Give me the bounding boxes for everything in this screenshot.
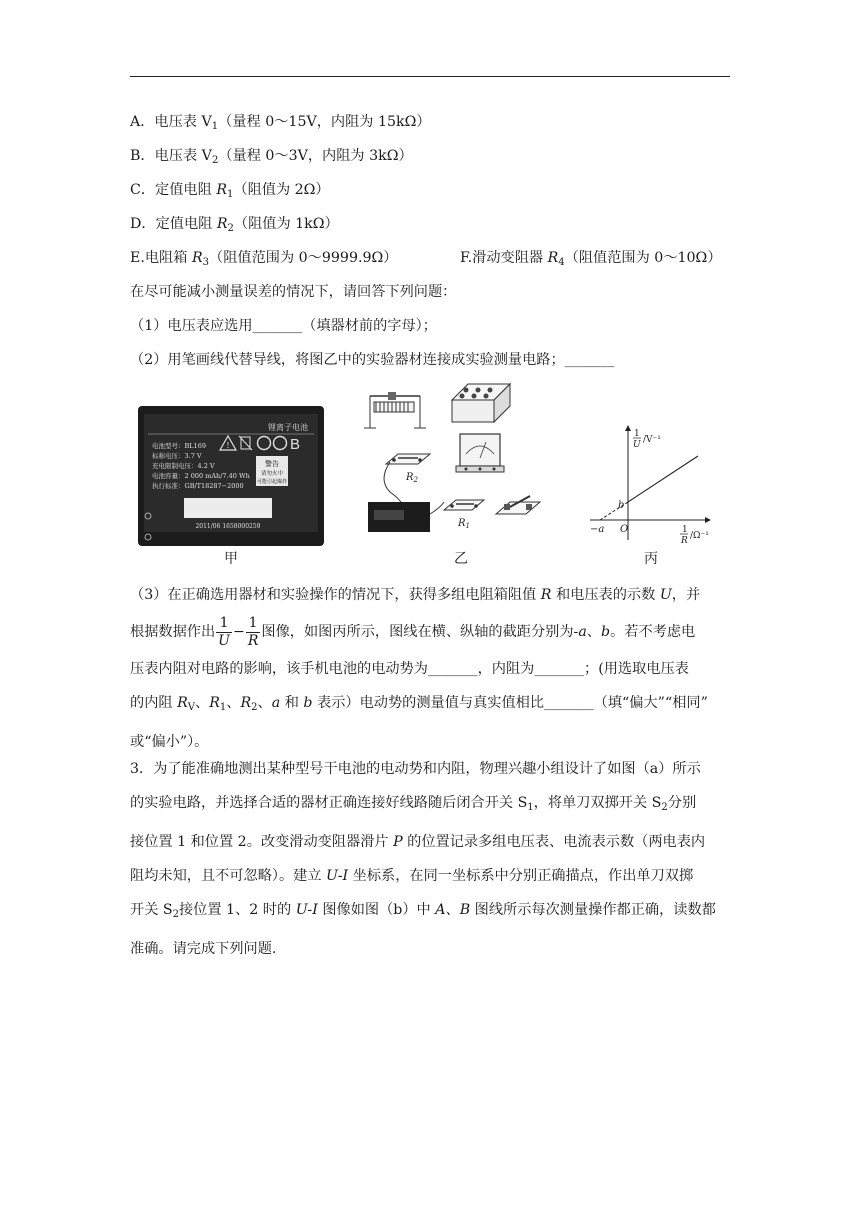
battery-spec-line: 标称电压：3.7 V xyxy=(152,452,202,460)
p3-line-2: 的实验电路，并选择合适的器材正确连接好线路随后闭合开关 $S_1$，将单刀双掷开关 $S_2$分别 xyxy=(130,795,697,813)
fraction-1-over-r: $\frac{1}{R}$ xyxy=(247,614,259,649)
battery-label-figure xyxy=(138,406,324,546)
q3-line-2: 根据数据作出 $\frac{1}{U}$ − $\frac{1}{R}$ 图像，如图丙所示，图线在横、纵轴的截距分别为-a、b。若不考虑电 xyxy=(130,614,696,649)
y-axis-unit: /V⁻¹ xyxy=(643,435,661,445)
fraction-1-over-u: $\frac{1}{U}$ xyxy=(218,614,230,649)
y-axis-label-den: U xyxy=(633,440,641,450)
rheostat-icon xyxy=(364,392,426,428)
option-d: D．定值电阻 $R_2$（阻值为 1kΩ） xyxy=(130,216,339,234)
voltmeter-icon xyxy=(456,434,504,472)
q3-line-4: 的内阻 $R_V$、$R_1$、$R_2$、a 和 b 表示）电动势的测量值与真实值相比_______（填“偏大”“相同” xyxy=(130,695,708,713)
question-2: （2）用笔画线代替导线，将图乙中的实验器材连接成实验测量电路；_______ xyxy=(130,352,615,368)
battery-spec-line: 电池容量：2 000 mAh/7.40 Wh xyxy=(152,472,250,480)
x-axis-label-den: R xyxy=(681,536,688,546)
option-c: C．定值电阻 $R_1$（阻值为 2Ω） xyxy=(130,182,330,200)
option-f: F.滑动变阻器 $R_4$（阻值范围为 0～10Ω） xyxy=(460,250,722,268)
x-axis-label: 1 xyxy=(682,525,688,535)
battery-banner: 锂离子电池 xyxy=(268,423,308,432)
svg-text:!: ! xyxy=(226,441,230,450)
problem-3 xyxy=(130,752,730,966)
switch-icon xyxy=(496,496,540,514)
header-rule xyxy=(130,76,730,77)
warning-box-line: 可能引起爆炸 xyxy=(256,479,288,485)
warning-box-line: 请勿火中 xyxy=(260,471,284,477)
phone-battery-icon xyxy=(368,502,430,532)
battery-serial: 2011/06 1658000259 xyxy=(195,523,261,530)
option-b: B．电压表 $V_2$（量程 0～3V，内阻为 3kΩ） xyxy=(130,148,413,166)
battery-brand-letter: B xyxy=(290,436,301,453)
p3-line-5: 开关 $S_2$接位置 1、2 时的 U-I 图像如图（b）中 A、B 图线所示每次测量操作都正确，读数都 xyxy=(130,902,716,920)
r1-label: $R_1$ xyxy=(458,518,470,530)
p3-line-4: 阻均未知，且不可忽略）。建立 U-I 坐标系，在同一坐标系中分别正确描点，作出单刀双掷 xyxy=(130,868,694,884)
battery-spec-line: 执行标准：GB/T18287−2000 xyxy=(152,482,244,490)
question-1: （1）电压表应选用_______（填器材前的字母）； xyxy=(130,318,437,334)
equipment-figure xyxy=(360,380,560,550)
y-axis-label: 1 xyxy=(634,429,640,439)
question-3 xyxy=(130,578,730,759)
warning-box-title: 警告 xyxy=(265,460,279,468)
intercept-a-label: −a xyxy=(590,524,605,535)
figure-bing-caption: 丙 xyxy=(644,551,658,567)
r2-label: $R_2$ xyxy=(406,472,418,484)
battery-spec-line: 充电限制电压：4.2 V xyxy=(152,462,215,470)
resistance-box-icon xyxy=(452,384,510,422)
resistor-r2-icon xyxy=(386,454,430,464)
intro-text: 在尽可能减小测量误差的情况下，请回答下列问题： xyxy=(130,284,457,300)
origin-label: O xyxy=(620,524,629,535)
x-axis-unit: /Ω⁻¹ xyxy=(690,531,709,541)
battery-spec-line: 电池型号：BL169 xyxy=(152,442,206,450)
graph-figure xyxy=(586,420,716,546)
graph-line xyxy=(628,456,698,502)
q3-line-3: 压表内阻对电路的影响，该手机电池的电动势为_______，内阻为_______；(用选取电压表 xyxy=(130,661,689,677)
q3-line-1: （3）在正确选用器材和实验操作的情况下，获得多组电阻箱阻值 R 和电压表的示数 U，并 xyxy=(130,587,701,603)
figure-jia-caption: 甲 xyxy=(224,551,238,567)
p3-line-1: 3．为了能准确地测出某种型号干电池的电动势和内阻，物理兴趣小组设计了如图（a）所示 xyxy=(130,761,701,777)
p3-line-6: 准确。请完成下列问题. xyxy=(130,941,277,957)
p3-line-3: 接位置 1 和位置 2。改变滑动变阻器滑片 P 的位置记录多组电压表、电流表示数（两电表内 xyxy=(130,834,706,850)
intercept-b-label: b xyxy=(618,500,625,511)
resistor-r1-icon xyxy=(444,500,484,510)
q3-line-5: 或“偏小”）。 xyxy=(130,734,209,750)
figure-yi-caption: 乙 xyxy=(454,551,468,567)
barcode xyxy=(184,498,272,518)
option-e: E.电阻箱 $R_3$（阻值范围为 0～9999.9Ω） xyxy=(130,250,398,268)
option-a: A．电压表 $V_1$（量程 0～15V，内阻为 15kΩ） xyxy=(130,114,431,132)
